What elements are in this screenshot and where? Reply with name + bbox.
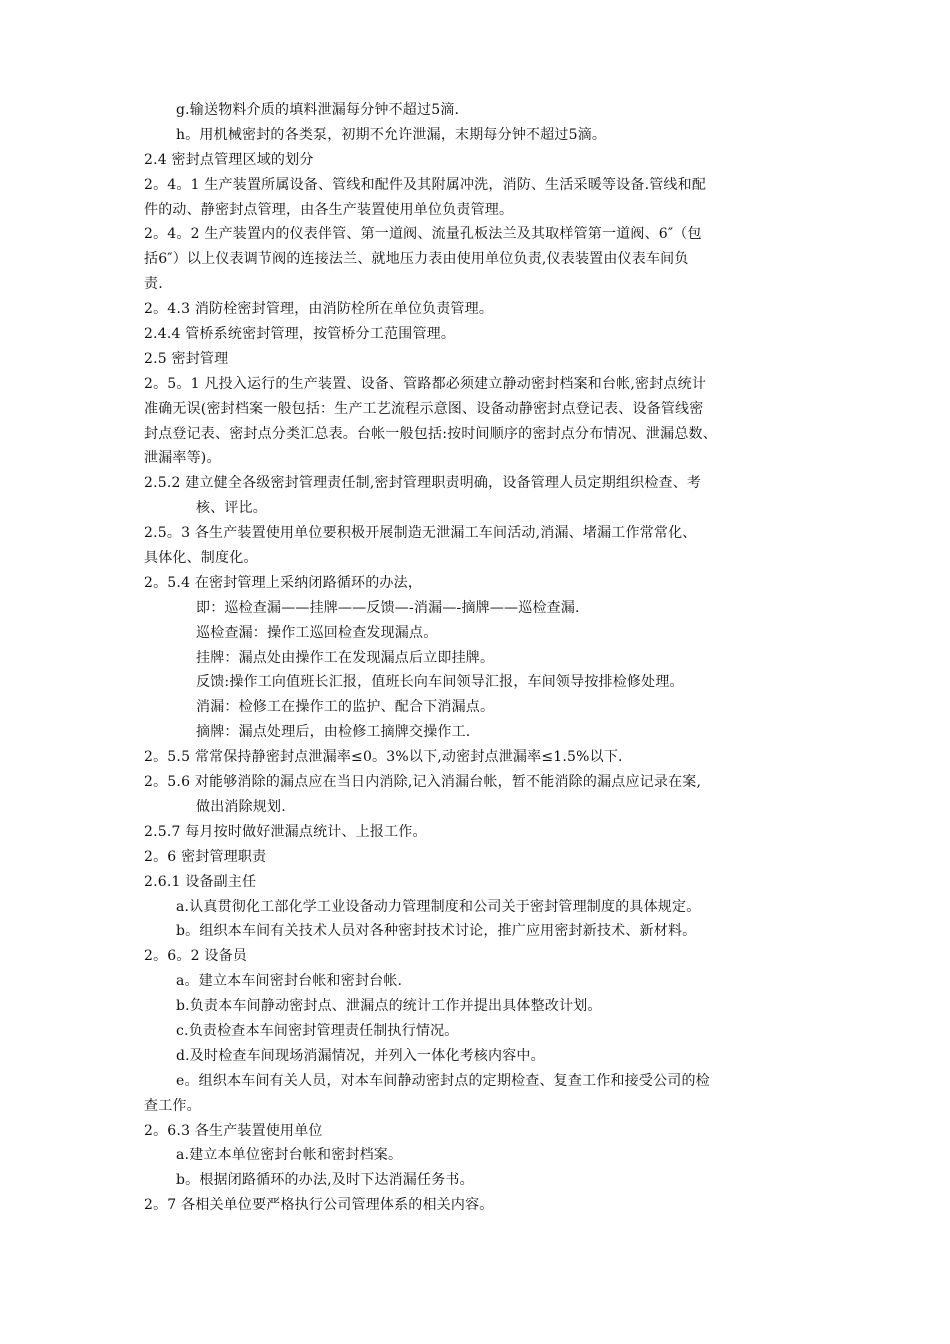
text-line: 2。5。1 凡投入运行的生产装置、设备、管路都必须建立静动密封档案和台帐,密封点统计 [144, 375, 707, 392]
text-line: b。组织本车间有关技术人员对各种密封技术讨论，推广应用密封新技术、新材料。 [176, 923, 697, 940]
text-line: c.负责检查本车间密封管理责任制执行情况。 [176, 1022, 459, 1039]
text-line: 2。7 各相关单位要严格执行公司管理体系的相关内容。 [144, 1197, 494, 1214]
text-line: 括6″）以上仪表调节阀的连接法兰、就地压力表由使用单位负责,仪表装置由仪表车间负 [144, 251, 689, 268]
text-line: 2。5.4 在密封管理上采纳闭路循环的办法， [144, 574, 423, 591]
text-line: 具体化、制度化。 [144, 550, 258, 567]
text-line: 即：巡检查漏——挂牌——反馈—-消漏—-摘牌——巡检查漏. [196, 599, 580, 616]
text-line: 2.6.1 设备副主任 [144, 873, 257, 890]
text-line: 2。6。2 设备员 [144, 948, 247, 965]
document-body [144, 98, 824, 1218]
text-line: 2。4。2 生产装置内的仪表伴管、第一道阀、流量孔板法兰及其取样管第一道阀、6″（包 [144, 226, 702, 243]
text-line: a.认真贯彻化工部化学工业设备动力管理制度和公司关于密封管理制度的具体规定。 [176, 898, 701, 915]
text-line: a.建立本单位密封台帐和密封档案。 [176, 1147, 403, 1164]
text-line: 做出消除规划. [196, 798, 286, 815]
text-line: b。根据闭路循环的办法,及时下达消漏任务书。 [176, 1172, 474, 1189]
text-line: 消漏：检修工在操作工的监护、配合下消漏点。 [196, 699, 495, 716]
text-line: g.输送物料介质的填料泄漏每分钟不超过5滴. [176, 102, 460, 118]
text-line: 责. [144, 276, 163, 293]
text-line: 巡检查漏：操作工巡回检查发现漏点。 [196, 624, 438, 641]
text-line: 2。5.6 对能够消除的漏点应在当日内消除,记入消漏台帐，暂不能消除的漏点应记录在案, [144, 774, 702, 791]
text-line: 2.4.4 管桥系统密封管理，按管桥分工范围管理。 [144, 326, 456, 343]
text-line: 2。4.3 消防栓密封管理，由消防栓所在单位负责管理。 [144, 301, 494, 318]
text-line: 准确无误(密封档案一般包括：生产工艺流程示意图、设备动静密封点登记表、设备管线密 [144, 400, 704, 417]
text-line: 2.5。3 各生产装置使用单位要积极开展制造无泄漏工车间活动,消漏、堵漏工作常常化、 [144, 525, 697, 542]
text-line: 泄漏率等)。 [144, 450, 221, 467]
text-line: 封点登记表、密封点分类汇总表。台帐一般包括:按时间顺序的密封点分布情况、泄漏总数、 [144, 425, 717, 442]
text-line: 挂牌：漏点处由操作工在发现漏点后立即挂牌。 [196, 649, 495, 666]
text-line: b.负责本车间静动密封点、泄漏点的统计工作并提出具体整改计划。 [176, 998, 602, 1015]
text-line: d.及时检查车间现场消漏情况，并列入一体化考核内容中。 [176, 1047, 545, 1064]
text-line: h。用机械密封的各类泵，初期不允许泄漏，末期每分钟不超过5滴。 [176, 126, 607, 143]
text-line: 2.4 密封点管理区域的划分 [144, 151, 314, 168]
text-line: 摘牌：漏点处理后，由检修工摘牌交操作工. [196, 724, 471, 741]
text-line: 2。5.5 常常保持静密封点泄漏率≤0。3%以下,动密封点泄漏率≤1.5%以下. [144, 749, 623, 766]
text-line: 2.5.7 每月按时做好泄漏点统计、上报工作。 [144, 823, 427, 840]
text-line: 核、评比。 [196, 500, 267, 517]
text-line: 2。6 密封管理职责 [144, 848, 267, 865]
text-line: 件的动、静密封点管理，由各生产装置使用单位负责管理。 [144, 201, 514, 218]
text-line: 2.5.2 建立健全各级密封管理责任制,密封管理职责明确，设备管理人员定期组织检查、考 [144, 475, 702, 492]
text-line: 查工作。 [144, 1097, 201, 1114]
text-line: 2。6.3 各生产装置使用单位 [144, 1122, 323, 1139]
text-line: 2.5 密封管理 [144, 350, 229, 367]
text-line: 反馈:操作工向值班长汇报，值班长向车间领导汇报，车间领导按排检修处理。 [196, 674, 684, 691]
text-line: a。建立本车间密封台帐和密封台帐. [176, 973, 403, 990]
text-line: e。组织本车间有关人员，对本车间静动密封点的定期检查、复查工作和接受公司的检 [176, 1072, 710, 1089]
text-line: 2。4。1 生产装置所属设备、管线和配件及其附属冲洗，消防、生活采暖等设备.管线和配 [144, 176, 707, 193]
